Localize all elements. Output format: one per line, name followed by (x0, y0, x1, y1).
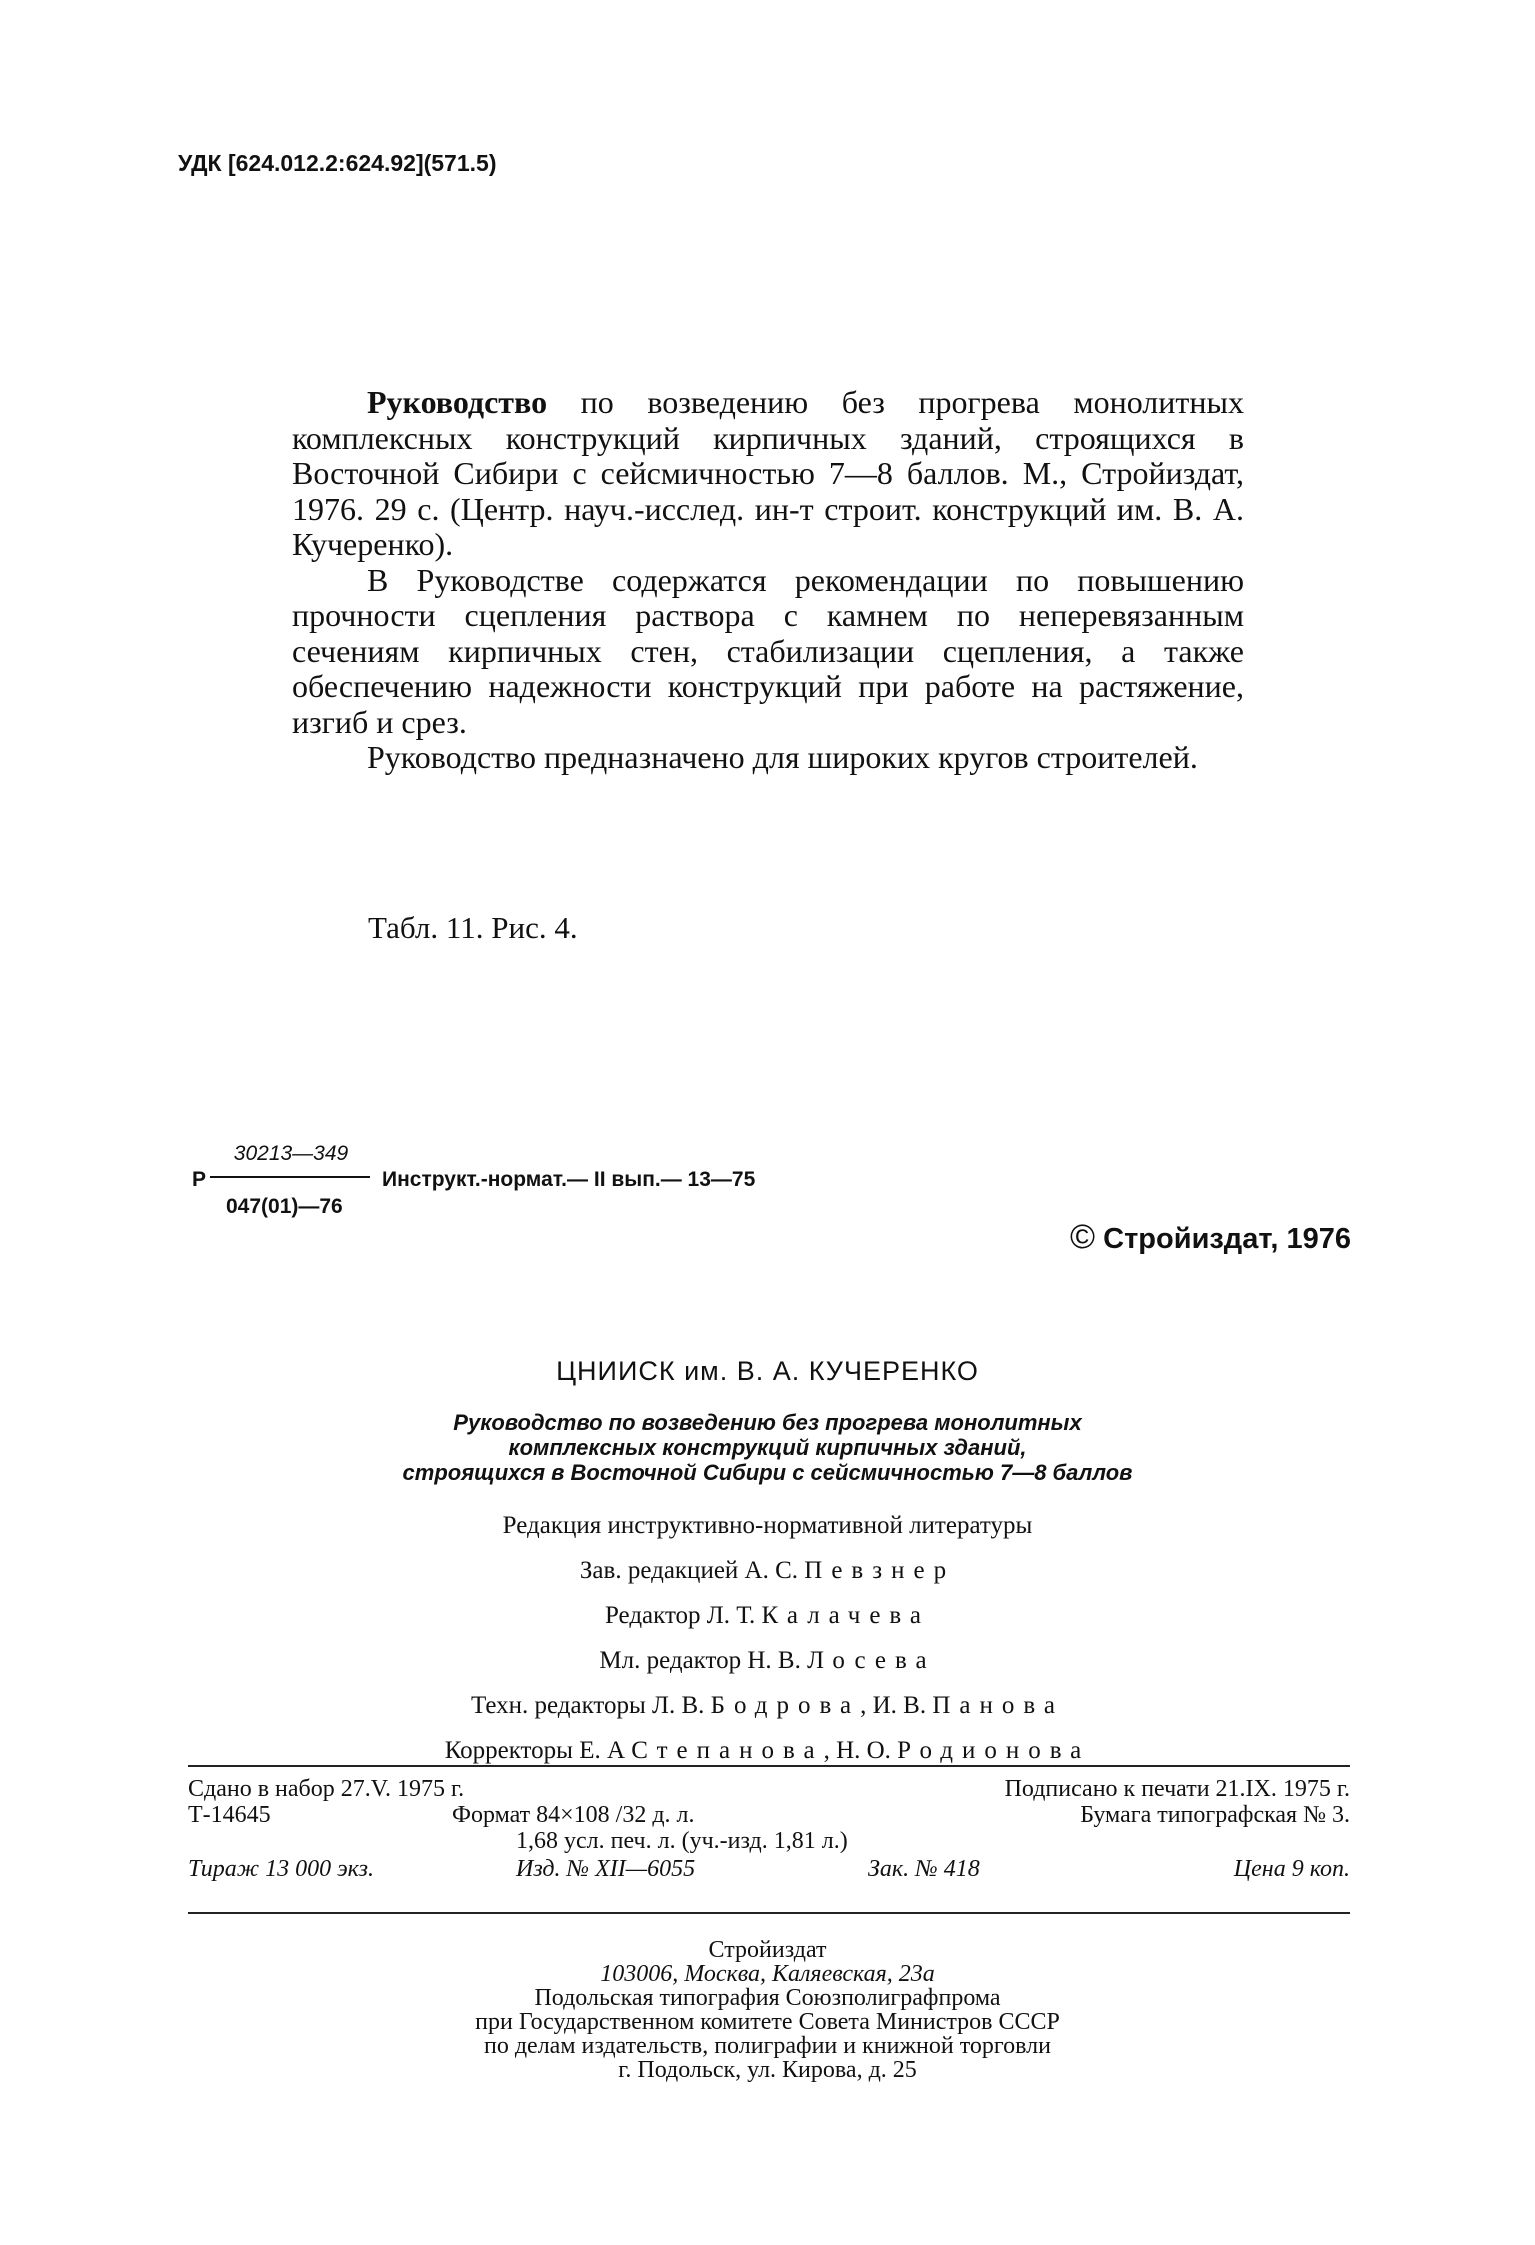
divider-bottom (188, 1912, 1350, 1914)
price: Цена 9 коп. (1233, 1856, 1350, 1882)
tech-editors-role: Техн. редакторы Л. В. (471, 1692, 705, 1719)
index-numerator: 30213—349 (233, 1142, 349, 1165)
index-letter: Р (192, 1168, 207, 1191)
abstract-lead-word: Руководство (367, 384, 548, 420)
editor-name: Калачева (761, 1602, 931, 1629)
abstract (292, 385, 1244, 776)
signed-date: Подписано к печати 21.IX. 1975 г. (1004, 1776, 1350, 1802)
institute-name: ЦНИИСК им. В. А. КУЧЕРЕНКО (556, 1356, 979, 1386)
abstract-paragraph-2: В Руководстве содержатся рекомендации по повышению прочности сцепления раствора с камнем по неперевязанным сечениям кирпичных стен, стабилизации сцепления, а также обеспечению надежности конструкций при работе на растяжение, изгиб и срез. (292, 561, 1244, 740)
publisher-line: по делам издательств, полиграфии и книжной торговли (484, 2033, 1051, 2059)
head-editor-line (0, 1548, 1535, 1593)
tech-editor-separator: , И. В. (860, 1692, 927, 1719)
copyright-line (1070, 1218, 1351, 1257)
imprint-code: Т-14645 (188, 1802, 271, 1828)
imprint-row-4 (188, 1856, 1350, 1884)
publisher-line: Стройиздат (708, 1937, 827, 1963)
imprint-row-1 (188, 1776, 1350, 1804)
udk-code: УДК [624.012.2:624.92](571.5) (178, 150, 497, 176)
corrector-name: Степанова (631, 1737, 824, 1764)
junior-editor-name: Лосева (807, 1647, 936, 1674)
title-line: строящихся в Восточной Сибири с сейсмичностью 7—8 баллов (402, 1460, 1133, 1485)
book-title (0, 1410, 1535, 1485)
publisher-block (0, 1938, 1535, 2082)
editorial-credits (0, 1503, 1535, 1773)
corrector-name: Родионова (897, 1737, 1091, 1764)
publisher-line: г. Подольск, ул. Кирова, д. 25 (618, 2057, 917, 2083)
imprint-sheets: 1,68 усл. печ. л. (уч.-изд. 1,81 л.) (516, 1828, 848, 1854)
divider-top (188, 1765, 1350, 1767)
copyright-icon: © (1070, 1218, 1096, 1256)
title-line: Руководство по возведению без прогрева монолитных (453, 1410, 1082, 1435)
editor-line (0, 1593, 1535, 1638)
title-line: комплексных конструкций кирпичных зданий, (508, 1435, 1027, 1460)
abstract-paragraph-3: Руководство предназначено для широких кругов строителей. (367, 739, 1198, 775)
abstract-paragraph-1 (292, 385, 1244, 563)
imprint-row-3 (188, 1828, 1350, 1856)
index-denominator: 047(01)—76 (226, 1195, 343, 1218)
publisher-line: Подольская типография Союзполиграфпрома (534, 1985, 1001, 2011)
submitted-date: Сдано в набор 27.V. 1975 г. (188, 1776, 465, 1802)
correctors-role: Корректоры Е. А (444, 1737, 626, 1764)
junior-editor-role: Мл. редактор Н. В. (599, 1647, 801, 1674)
edition-number: Изд. № XII—6055 (516, 1856, 696, 1882)
imprint-paper: Бумага типографская № 3. (1080, 1802, 1350, 1828)
print-run: Тираж 13 000 экз. (188, 1856, 374, 1882)
imprint-row-2 (188, 1802, 1350, 1830)
tech-editor-name: Панова (932, 1692, 1064, 1719)
corrector-separator: , Н. О. (823, 1737, 891, 1764)
index-description: Инструкт.-нормат.— II вып.— 13—75 (382, 1168, 756, 1191)
order-number: Зак. № 418 (868, 1856, 980, 1882)
junior-editor-line (0, 1638, 1535, 1683)
editor-role: Редактор Л. Т. (604, 1602, 756, 1629)
tech-editor-name: Бодрова (710, 1692, 861, 1719)
publisher-line: при Государственном комитете Совета Министров СССР (475, 2009, 1060, 2035)
head-editor-name: Певзнер (804, 1557, 956, 1584)
tables-figures-count: Табл. 11. Рис. 4. (368, 910, 578, 945)
head-editor-role: Зав. редакцией А. С. (579, 1557, 799, 1584)
imprint-format: Формат 84×108 /32 д. л. (452, 1802, 695, 1828)
copyright-text: Стройиздат, 1976 (1095, 1223, 1351, 1255)
fraction-bar (210, 1176, 370, 1178)
publisher-line: 103006, Москва, Каляевская, 23а (600, 1961, 935, 1987)
tech-editors-line (0, 1683, 1535, 1728)
editorial-office: Редакция инструктивно-нормативной литературы (502, 1512, 1033, 1539)
abstract-paragraph-1-text: по возведению без прогрева монолитных комплексных конструкций кирпичных зданий, строящихся в Восточной Сибири с сейсмичностью 7—8 баллов. М., Стройиздат, 1976. 29 с. (Центр. науч.-исслед. ин-т строит. конструкций им. В. А. Кучеренко). (292, 384, 1244, 562)
